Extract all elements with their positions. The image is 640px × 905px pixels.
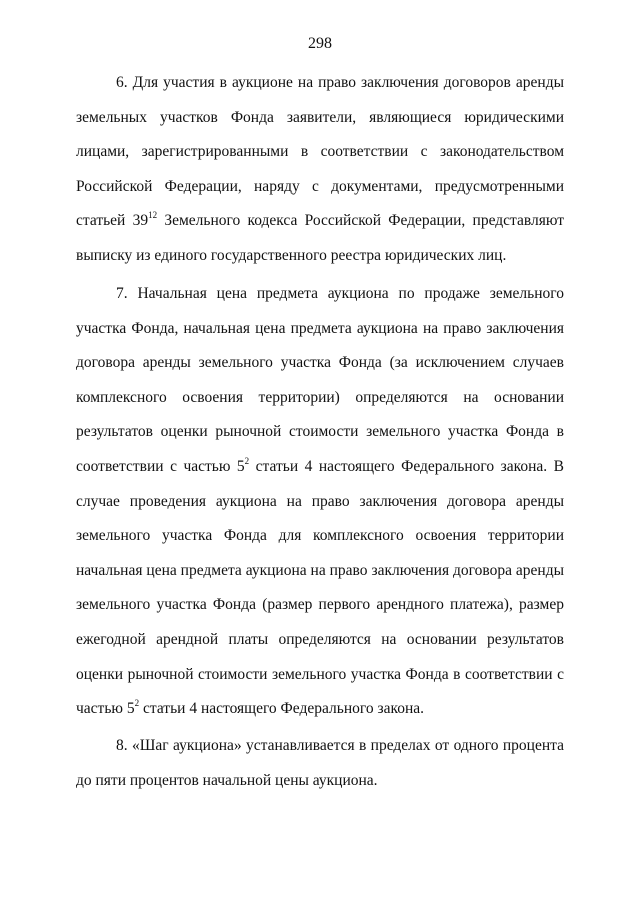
paragraph-7-text-2: статьи 4 настоящего Федерального закона. В случае проведения аукциона на право заключения договора аренды земельного участка Фонда для комплексного освоения территории начальная цена предмета аукциона на право заключения договора аренды земельного участка Фонда (размер первого арендного платежа), размер ежегодной арендной платы определяются на основании результатов оценки рыночной стоимости земельного участка Фонда в соответствии с частью 5 [76,457,564,718]
paragraph-6-text-2: Земельного кодекса Российской Федерации, представляют выписку из единого государственного реестра юридических лиц. [76,212,564,264]
page-number: 298 [308,35,332,52]
paragraph-6-text-1: 6. Для участия в аукционе на право заключения договоров аренды земельных участков Фонда заявители, являющиеся юридическими лицами, зарегистрированными в соответствии с законодательством Российской Федерации, наряду с документами, предусмотренными статьей 39 [76,74,564,230]
paragraph-7-superscript-2: 2 [134,697,140,708]
paragraph-6-superscript: 12 [148,210,158,221]
paragraph-7-text-3: статьи 4 настоящего Федерального закона. [139,700,425,718]
paragraph-7-text-1: 7. Начальная цена предмета аукциона по продаже земельного участка Фонда, начальная цена предмета аукциона на право заключения договора аренды земельного участка Фонда (за исключением случаев комплексного освоения территории) определяются на основании результатов оценки рыночной стоимости земельного участка Фонда в соответствии с частью 5 [76,285,564,475]
paragraph-8 [76,729,564,798]
paragraph-8-text-1: 8. «Шаг аукциона» устанавливается в пределах от одного процента до пяти процентов начальной цены аукциона. [76,737,564,789]
paragraph-7-superscript-1: 2 [244,455,250,466]
paragraph-6 [76,66,564,274]
paragraph-7 [76,277,564,727]
